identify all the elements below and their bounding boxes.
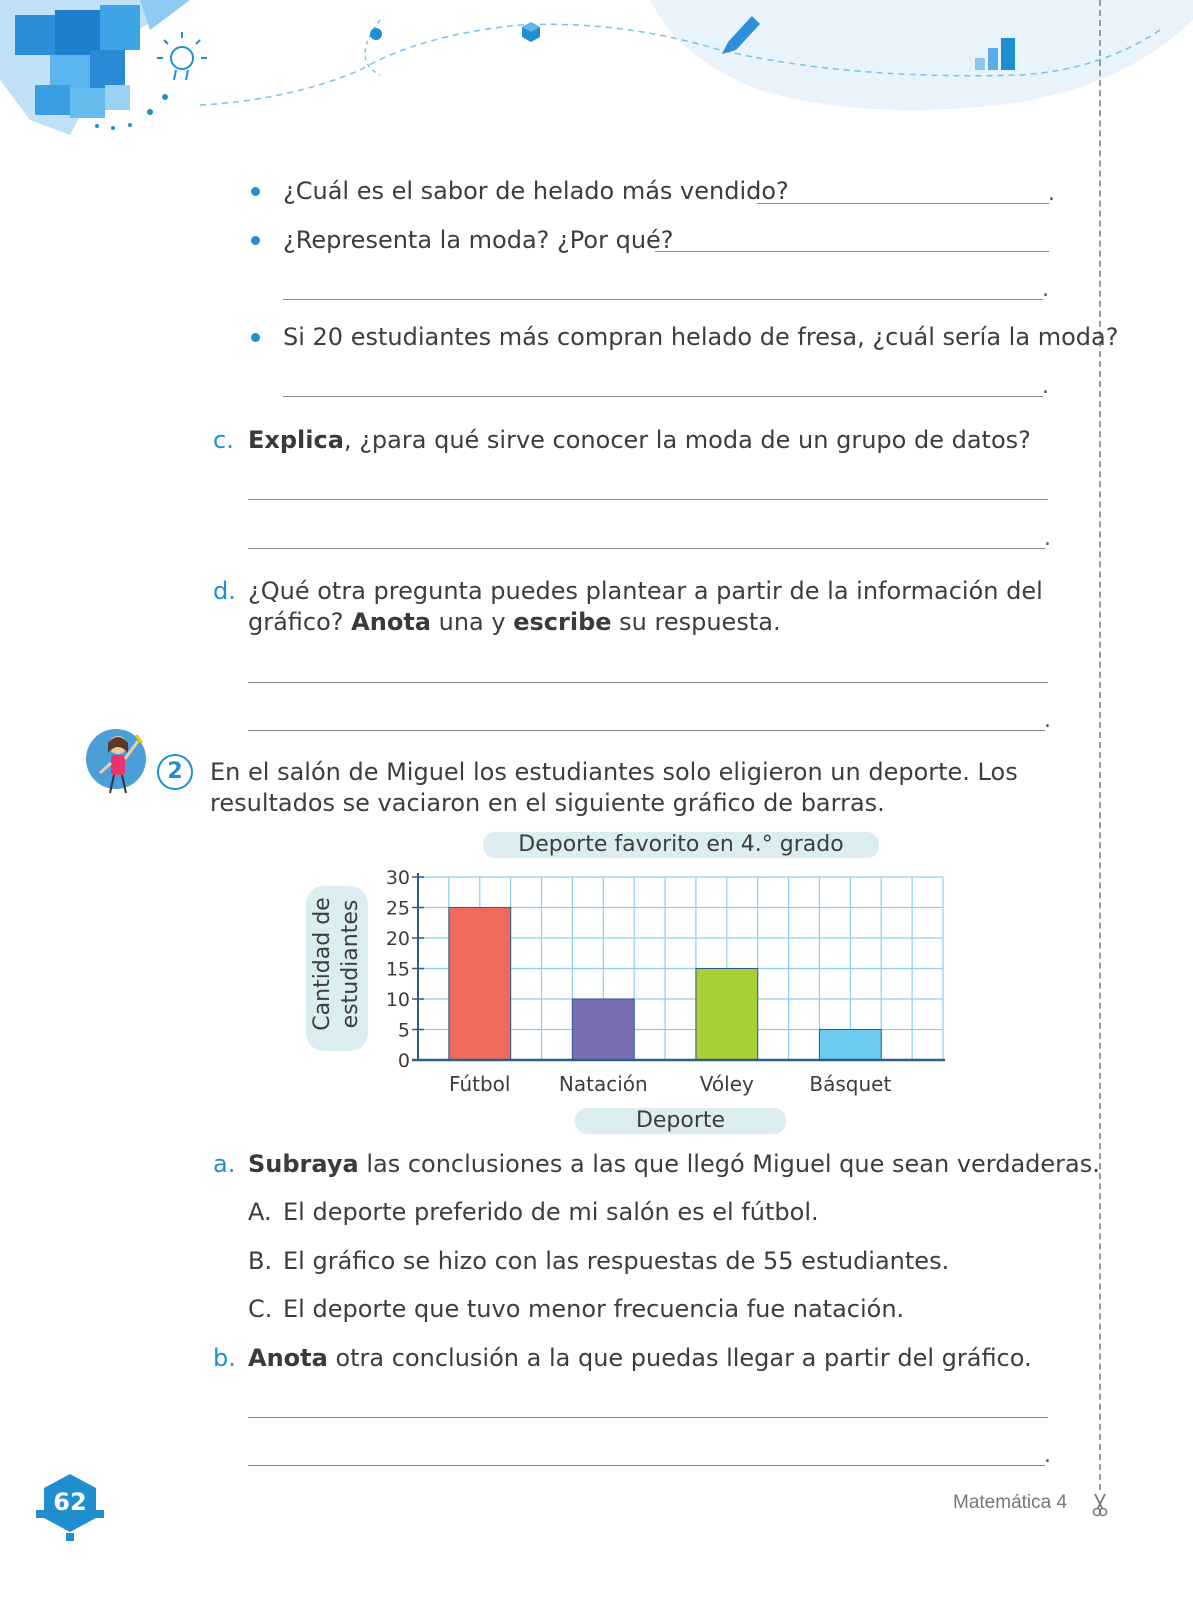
answer-line[interactable] xyxy=(757,203,1049,204)
cube-icon xyxy=(522,22,540,42)
chart-title: Deporte favorito en 4.° grado xyxy=(518,832,844,857)
lightbulb-icon xyxy=(157,32,207,80)
text-segment: su respuesta. xyxy=(611,608,781,636)
item-d-line1: ¿Qué otra pregunta puedes plantear a partir de la información del xyxy=(248,577,1043,605)
keyword: Anota xyxy=(351,608,431,636)
x-tick-label: Básquet xyxy=(809,1072,892,1096)
item-a-body: las conclusiones a las que llegó Miguel que sean verdaderas. xyxy=(358,1150,1100,1178)
y-tick-label: 30 xyxy=(385,867,410,889)
answer-line[interactable] xyxy=(248,548,1045,549)
y-tick-label: 25 xyxy=(385,897,410,920)
bullet xyxy=(251,333,260,342)
period: . xyxy=(1044,708,1051,733)
keyword: Anota xyxy=(248,1344,328,1372)
period: . xyxy=(1042,277,1049,302)
book-title: Matemática 4 xyxy=(953,1492,1068,1513)
cut-line xyxy=(1099,0,1101,1490)
keyword: escribe xyxy=(513,608,612,636)
problem-number-badge xyxy=(157,754,193,790)
period: . xyxy=(1044,526,1051,551)
answer-line[interactable] xyxy=(248,1465,1045,1466)
bar xyxy=(572,999,634,1060)
problem-text-line2: resultados se vaciaron en el siguiente gráfico de barras. xyxy=(210,789,885,817)
x-tick-label: Natación xyxy=(558,1072,648,1096)
option-label: B. xyxy=(248,1247,273,1275)
bar xyxy=(819,1030,881,1061)
bar xyxy=(449,908,511,1061)
item-letter: d. xyxy=(213,577,236,605)
bar xyxy=(696,969,758,1061)
x-axis-label: Deporte xyxy=(635,1108,726,1133)
x-tick-label: Fútbol xyxy=(449,1072,511,1096)
option-text[interactable]: El deporte que tuvo menor frecuencia fue natación. xyxy=(283,1295,905,1323)
y-tick-label: 5 xyxy=(397,1019,410,1042)
student-girl-icon xyxy=(86,727,152,799)
text-segment: una y xyxy=(431,608,514,636)
option-text[interactable]: El gráfico se hizo con las respuestas de 55 estudiantes. xyxy=(283,1247,950,1275)
question-text: ¿Representa la moda? ¿Por qué? xyxy=(283,226,674,254)
header-decoration xyxy=(0,0,1193,140)
y-tick-label: 0 xyxy=(397,1050,410,1072)
bullet xyxy=(251,187,260,196)
period: . xyxy=(1048,181,1055,206)
option-text[interactable]: El deporte preferido de mi salón es el fútbol. xyxy=(283,1198,819,1226)
period: . xyxy=(1044,1443,1051,1468)
item-c-text xyxy=(248,425,1031,455)
item-letter: a. xyxy=(213,1150,236,1178)
problem-text-line1: En el salón de Miguel los estudiantes solo eligieron un deporte. Los xyxy=(210,758,1018,786)
item-letter: b. xyxy=(213,1344,236,1372)
item-b-text xyxy=(248,1343,1032,1373)
answer-line[interactable] xyxy=(283,299,1043,300)
answer-line[interactable] xyxy=(248,682,1048,683)
answer-line[interactable] xyxy=(248,499,1048,500)
question-text: Si 20 estudiantes más compran helado de fresa, ¿cuál sería la moda? xyxy=(283,323,1119,351)
answer-line[interactable] xyxy=(283,396,1043,397)
y-tick-label: 15 xyxy=(385,958,410,981)
text-segment: gráfico? xyxy=(248,608,352,636)
bar-chart xyxy=(370,860,960,1100)
item-b-body: otra conclusión a la que puedas llegar a partir del gráfico. xyxy=(327,1344,1032,1372)
item-d-line2 xyxy=(248,607,781,637)
keyword: Explica xyxy=(248,426,344,454)
period: . xyxy=(1042,374,1049,399)
problem-number: 2 xyxy=(167,759,183,784)
y-axis-label-text: Cantidad de estudiantes xyxy=(310,897,363,1031)
x-tick-label: Vóley xyxy=(699,1072,754,1096)
question-text: ¿Cuál es el sabor de helado más vendido? xyxy=(283,177,789,205)
answer-line[interactable] xyxy=(248,1417,1048,1418)
y-tick-label: 20 xyxy=(385,928,410,950)
bullet xyxy=(251,236,260,245)
item-a-text xyxy=(248,1149,1100,1179)
option-label: A. xyxy=(248,1198,272,1226)
item-letter: c. xyxy=(213,426,234,454)
item-c-body: , ¿para qué sirve conocer la moda de un grupo de datos? xyxy=(343,426,1031,454)
option-label: C. xyxy=(248,1295,273,1323)
y-tick-label: 10 xyxy=(385,989,410,1011)
keyword: Subraya xyxy=(248,1150,359,1178)
answer-line[interactable] xyxy=(655,251,1049,252)
page-number: 62 xyxy=(53,1488,87,1516)
cubes-icon xyxy=(0,0,190,135)
scissors-icon xyxy=(1090,1492,1110,1518)
answer-line[interactable] xyxy=(248,730,1045,731)
